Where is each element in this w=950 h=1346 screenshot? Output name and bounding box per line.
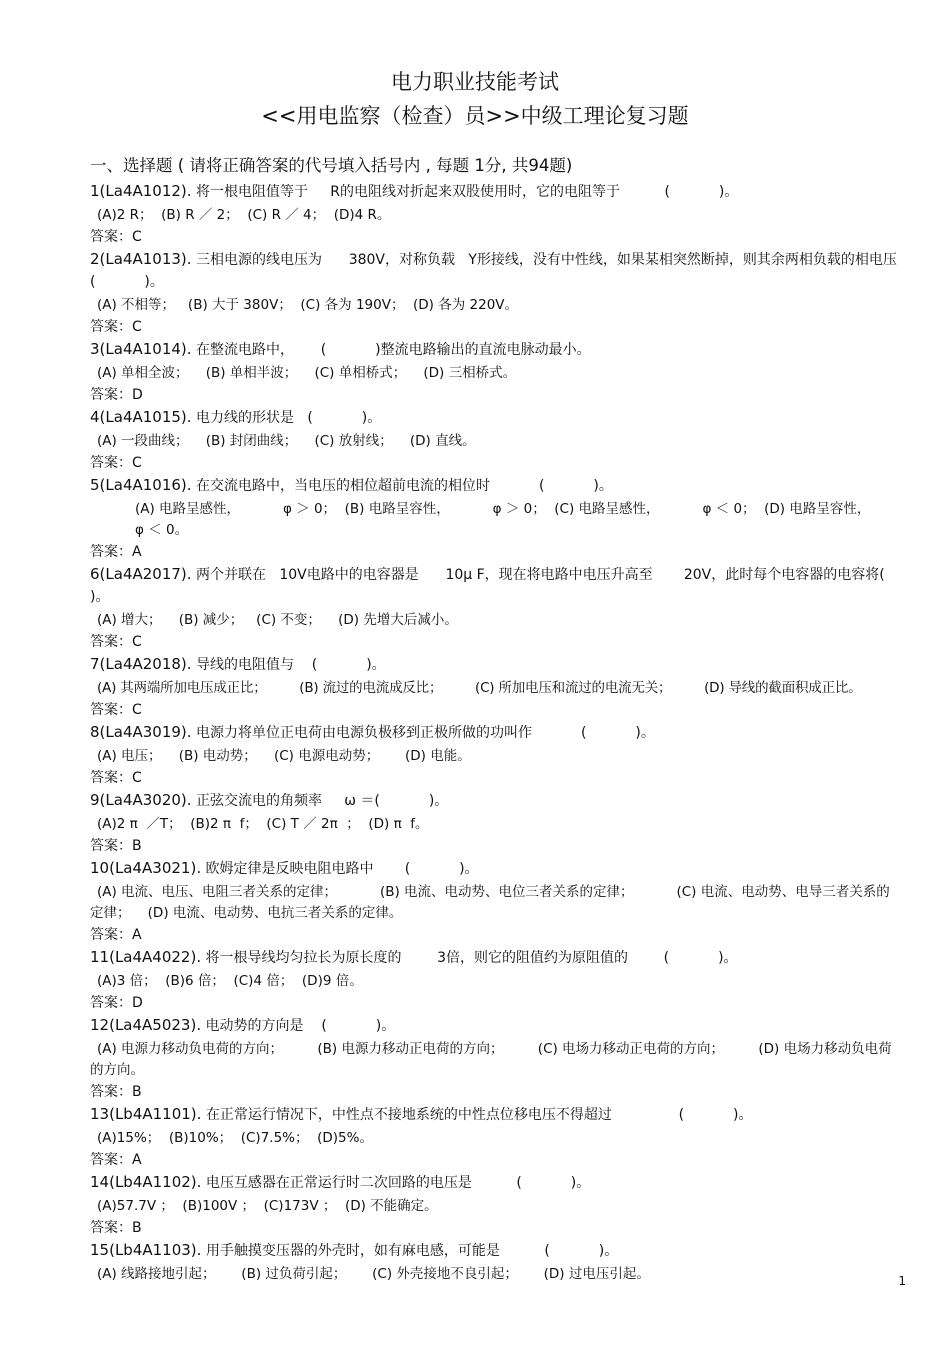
question-options: (A) 一段曲线； (B) 封闭曲线； (C) 放射线； (D) 直线。 — [97, 433, 476, 449]
question-options: (A)2 R； (B) R ／ 2； (C) R ／ 4； (D)4 R。 — [97, 207, 391, 223]
question-item — [90, 180, 900, 248]
question-item — [90, 1014, 900, 1103]
question-item — [90, 474, 914, 563]
question-options: (A) 增大； (B) 减少； (C) 不变； (D) 先增大后减小。 — [97, 612, 458, 628]
question-number: 7(La4A2018). — [90, 655, 192, 673]
question-text: 电源力将单位正电荷由电源负极移到正极所做的功叫作 ( )。 — [191, 725, 655, 741]
question-stem — [90, 563, 934, 608]
question-text: 在正常运行情况下，中性点不接地系统的中性点位移电压不得超过 ( )。 — [201, 1107, 753, 1123]
question-number: 12(La4A5023). — [90, 1016, 202, 1034]
question-item — [90, 1239, 900, 1285]
question-text: 电压互感器在正常运行时二次回路的电压是 ( )。 — [201, 1175, 591, 1191]
question-number: 8(La4A3019). — [90, 723, 192, 741]
document-title: 电力职业技能考试 — [391, 70, 559, 94]
question-number: 1(La4A1012). — [90, 182, 192, 200]
question-stem — [90, 789, 900, 812]
question-stem — [90, 857, 900, 880]
question-stem — [90, 338, 900, 361]
question-stem — [90, 946, 900, 969]
question-text: 电动势的方向是 ( )。 — [201, 1018, 396, 1034]
question-number: 4(La4A1015). — [90, 408, 192, 426]
question-stem — [90, 653, 900, 676]
question-answer: 答案：C — [90, 229, 142, 245]
page-number: 1 — [898, 1274, 906, 1288]
section-heading: 一、选择题 ( 请将正确答案的代号填入括号内 , 每题 1分, 共94题) — [90, 156, 573, 175]
question-answer: 答案：C — [90, 634, 142, 650]
question-options: (A)3 倍； (B)6 倍； (C)4 倍； (D)9 倍。 — [97, 973, 363, 989]
question-text: 用手触摸变压器的外壳时，如有麻电感，可能是 ( )。 — [201, 1243, 619, 1259]
question-stem — [90, 1103, 900, 1126]
question-answer: 答案：D — [90, 995, 143, 1011]
question-text: 两个并联在 10V电路中的电容器是 10μ F，现在将电路中电压升高至 20V，此时每个电容器的电容将( )。 — [90, 567, 934, 605]
question-answer: 答案：C — [90, 455, 142, 471]
question-list — [90, 180, 934, 1285]
question-text: 将一根电阻值等于 R的电阻线对折起来双股使用时，它的电阻等于 ( )。 — [191, 184, 739, 200]
question-item — [90, 857, 900, 946]
question-stem — [90, 721, 900, 744]
question-options: (A) 电路呈感性， φ ＞ 0； (B) 电路呈容性， φ ＞ 0； (C) 电路呈感性， φ ＜ 0； (D) 电路呈容性， φ ＜ 0。 — [135, 501, 914, 538]
question-answer: 答案：D — [90, 387, 143, 403]
question-item — [90, 789, 900, 857]
question-text: 在交流电路中，当电压的相位超前电流的相位时 ( )。 — [191, 478, 613, 494]
question-item — [90, 1103, 900, 1171]
question-item — [90, 338, 900, 406]
question-answer: 答案：C — [90, 319, 142, 335]
question-stem — [90, 1239, 900, 1262]
document-subtitle: <<用电监察（检查）员>>中级工理论复习题 — [261, 104, 689, 128]
question-options: (A) 电流、电压、电阻三者关系的定律； (B) 电流、电动势、电位三者关系的定律； (C) 电流、电动势、电导三者关系的定律； (D) 电流、电动势、电抗三者关系的定律。 — [90, 884, 890, 921]
question-stem — [90, 180, 900, 203]
question-options: (A) 线路接地引起； (B) 过负荷引起； (C) 外壳接地不良引起； (D) 过电压引起。 — [97, 1266, 650, 1282]
question-item — [90, 406, 900, 474]
question-answer: 答案：B — [90, 1084, 142, 1100]
question-number: 15(Lb4A1103). — [90, 1241, 202, 1259]
question-text: 在整流电路中， ( )整流电路输出的直流电脉动最小。 — [191, 342, 591, 358]
question-stem — [90, 474, 900, 497]
question-item — [90, 248, 906, 338]
question-answer: 答案：B — [90, 1220, 142, 1236]
question-options: (A) 其两端所加电压成正比； (B) 流过的电流成反比； (C) 所加电压和流过的电流无关； (D) 导线的截面积成正比。 — [97, 680, 862, 696]
question-item — [90, 653, 900, 721]
question-text: 欧姆定律是反映电阻电路中 ( )。 — [201, 861, 479, 877]
question-answer: 答案：C — [90, 702, 142, 718]
question-options: (A)15%； (B)10%； (C)7.5%； (D)5%。 — [97, 1130, 373, 1146]
question-item — [90, 563, 934, 653]
question-text: 三相电源的线电压为 380V，对称负载 Y形接线，没有中性线，如果某相突然断掉，则其余两相负载的相电压 ( )。 — [90, 252, 906, 290]
question-number: 6(La4A2017). — [90, 565, 192, 583]
question-answer: 答案：B — [90, 838, 142, 854]
question-answer: 答案：A — [90, 1152, 142, 1168]
question-answer: 答案：C — [90, 770, 142, 786]
question-options: (A) 电压； (B) 电动势； (C) 电源电动势； (D) 电能。 — [97, 748, 471, 764]
question-options: (A)57.7V ； (B)100V ； (C)173V ； (D) 不能确定。 — [97, 1198, 438, 1214]
question-options: (A) 单相全波； (B) 单相半波； (C) 单相桥式； (D) 三相桥式。 — [97, 365, 517, 381]
question-number: 11(La4A4022). — [90, 948, 202, 966]
question-answer: 答案：A — [90, 544, 142, 560]
question-stem — [90, 1014, 900, 1037]
question-options: (A) 不相等； (B) 大于 380V； (C) 各为 190V； (D) 各为 220V。 — [97, 297, 519, 313]
question-stem — [90, 406, 900, 429]
question-number: 10(La4A3021). — [90, 859, 202, 877]
question-text: 导线的电阻值与 ( )。 — [191, 657, 386, 673]
question-text: 正弦交流电的角频率 ω ＝( )。 — [191, 793, 449, 809]
question-text: 电力线的形状是 ( )。 — [191, 410, 382, 426]
question-text: 将一根导线均匀拉长为原长度的 3倍，则它的阻值约为原阻值的 ( )。 — [201, 950, 738, 966]
question-item — [90, 1171, 900, 1239]
question-stem — [90, 1171, 900, 1194]
question-number: 5(La4A1016). — [90, 476, 192, 494]
question-number: 3(La4A1014). — [90, 340, 192, 358]
question-number: 2(La4A1013). — [90, 250, 192, 268]
question-item — [90, 721, 900, 789]
question-options: (A) 电源力移动负电荷的方向； (B) 电源力移动正电荷的方向； (C) 电场力移动正电荷的方向； (D) 电场力移动负电荷的方向。 — [90, 1041, 892, 1078]
question-options: (A)2 π ／T； (B)2 π f； (C) T ／ 2π ； (D) π f。 — [97, 816, 429, 832]
question-stem — [90, 248, 906, 293]
question-number: 9(La4A3020). — [90, 791, 192, 809]
question-number: 13(Lb4A1101). — [90, 1105, 202, 1123]
question-number: 14(Lb4A1102). — [90, 1173, 202, 1191]
question-answer: 答案：A — [90, 927, 142, 943]
question-item — [90, 946, 900, 1014]
